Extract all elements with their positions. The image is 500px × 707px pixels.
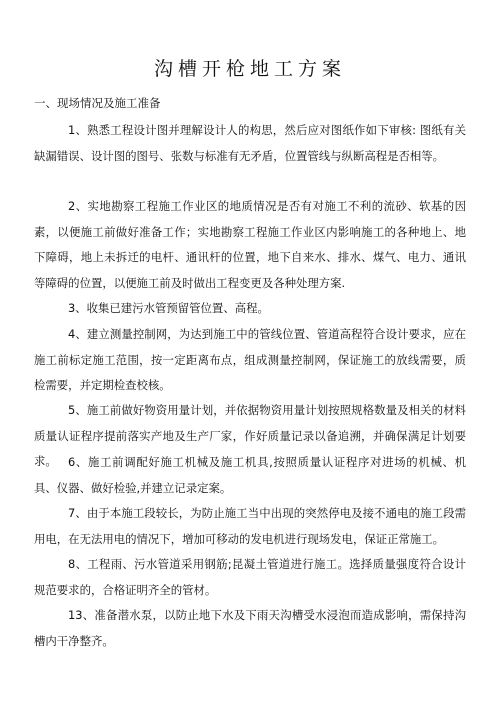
paragraph-9: 13、准备潜水泵，以防止地下水及下雨天沟槽受水浸泡而造成影响，需保持沟槽内干净整齐。 xyxy=(34,608,466,648)
paragraph-1: 1、熟悉工程设计图并理解设计人的构思，然后应对图纸作如下审核: 图纸有关缺漏错误、设计图的图号、张数与标准有无矛盾，位置管线与纵断高程是否相等。 xyxy=(34,123,466,163)
paragraph-3: 3、收集已建污水管预留管位置、高程。 xyxy=(68,301,269,315)
paragraph-5: 5、施工前做好物资用量计划，并依据物资用量计划按照规格数量及相关的材料质量认证程序提前落实产地及生产厂家，作好质量记录以备追溯，并确保满足计划要求。 xyxy=(34,403,466,468)
section-heading: 一、现场情况及施工准备 xyxy=(34,96,161,110)
paragraph-6: 6、施工前调配好施工机械及施工机具,按照质量认证程序对进场的机械、机具、仪器、做好检验,并建立记录定案。 xyxy=(34,455,466,495)
paragraph-2: 2、实地勘察工程施工作业区的地质情况是否有对施工不利的流砂、软基的因素，以便施工前做好准备工作；实地勘察工程施工作业区内影响施工的各种地上、地下障碍，地上未拆迁的电杆、通讯杆的位置，地下自来水、排水、煤气、电力、通讯等障碍的位置，以便施工前及时做出工程变更及各种处理方案. xyxy=(34,199,466,290)
paragraph-8: 8、工程雨、污水管道采用钢筋;昆凝土管道进行施工。选择质量强度符合设计规范要求的，合格证明齐全的管材。 xyxy=(34,557,466,597)
paragraph-4: 4、建立测量控制网，为达到施工中的管线位置、管道高程符合设计要求，应在施工前标定施工范围，按一定距离布点，组成测量控制网，保证施工的放线需要，质检需要，并定期检查校核。 xyxy=(34,327,466,392)
document-title: 沟槽开枪地工方案 xyxy=(153,58,346,80)
paragraph-7: 7、由于本施工段较长，为防止施工当中出现的突然停电及接不通电的施工段需用电，在无法用电的情况下，增加可移动的发电机进行现场发电，保证正常施工。 xyxy=(34,506,466,546)
